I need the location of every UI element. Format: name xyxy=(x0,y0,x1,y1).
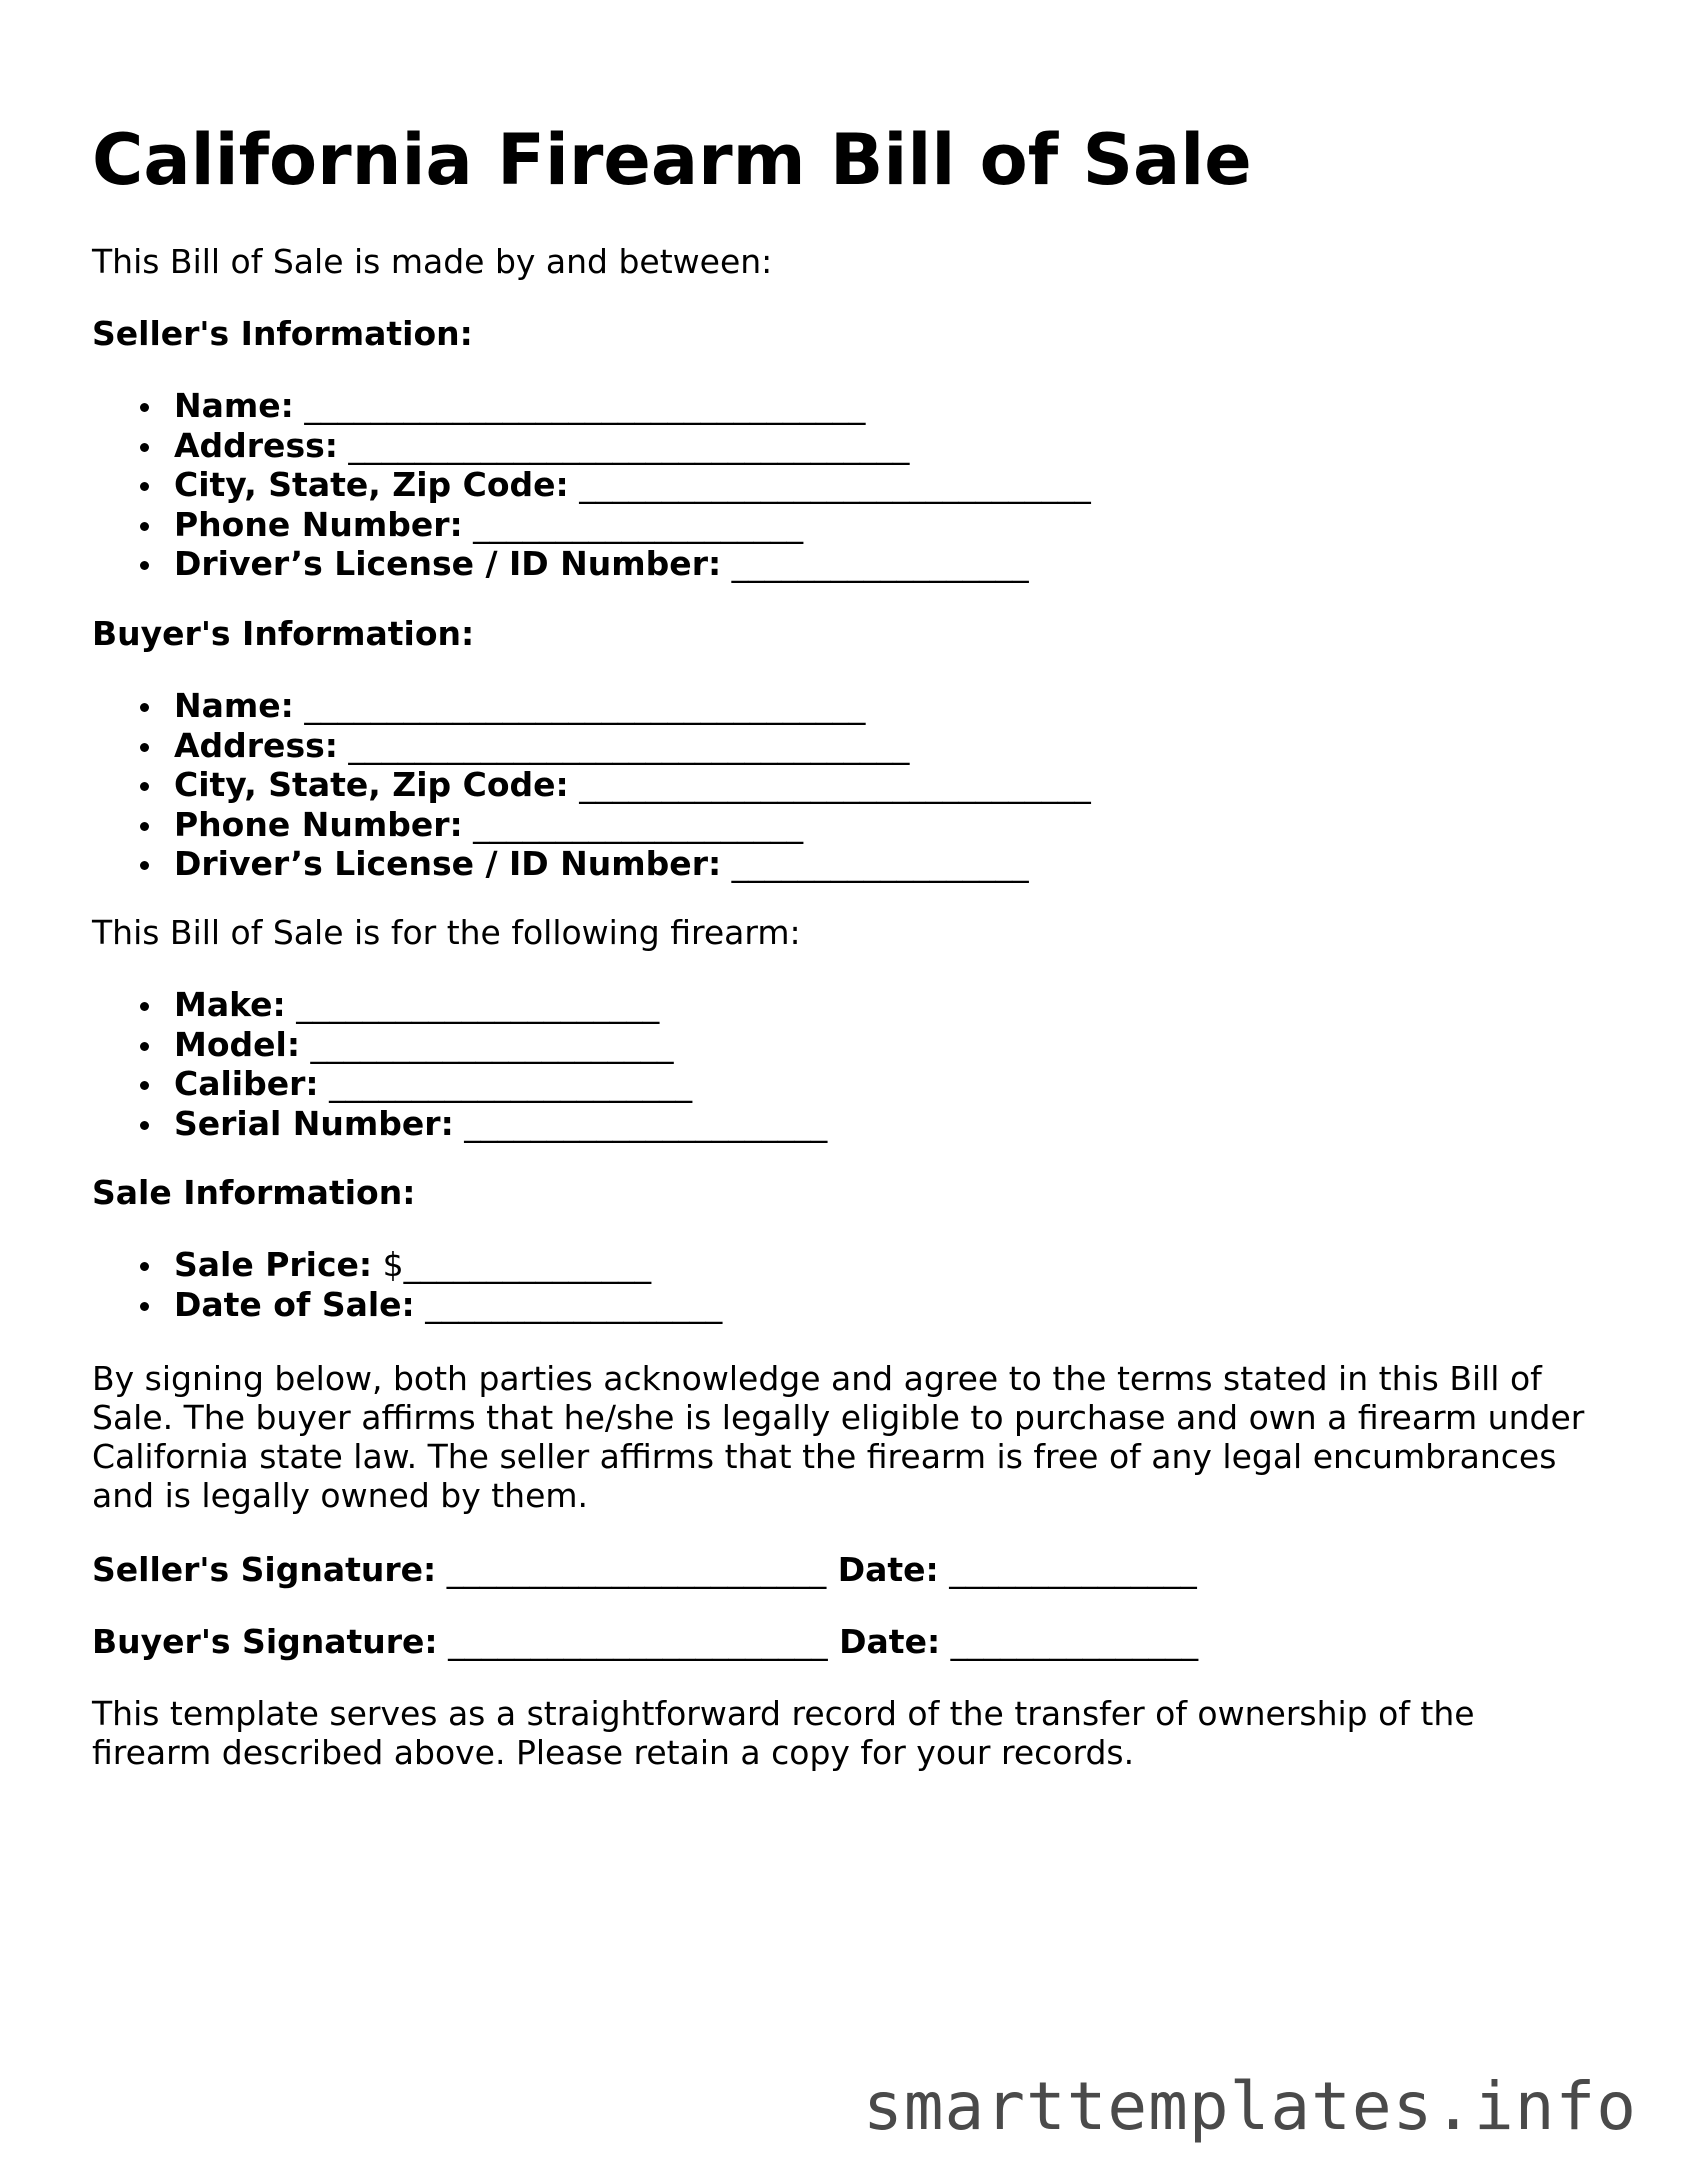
field-label: Address: xyxy=(174,425,338,465)
field-label: Sale Price: xyxy=(174,1245,373,1284)
field-label: Name: xyxy=(174,686,294,725)
date-blank: _______________ xyxy=(938,1550,1197,1589)
firearm-model-field[interactable] xyxy=(92,1025,827,1065)
field-blank: __________________ xyxy=(721,544,1029,583)
field-label: Make: xyxy=(174,985,286,1024)
field-label: Phone Number: xyxy=(174,804,463,844)
field-blank: ______________________ xyxy=(285,985,660,1024)
buyer-phone-field[interactable] xyxy=(92,805,1091,845)
buyer-address-field[interactable] xyxy=(92,726,1091,766)
seller-fields xyxy=(92,386,1091,584)
field-label: Model: xyxy=(174,1024,301,1064)
field-blank: ______________________ xyxy=(300,1024,674,1064)
intro-text: This Bill of Sale is made by and between: xyxy=(92,242,773,281)
signature-blank: _______________________ xyxy=(436,1550,827,1589)
field-blank: __________________ xyxy=(721,844,1029,883)
sale-heading: Sale Information: xyxy=(92,1173,416,1212)
date-blank: _______________ xyxy=(940,1622,1199,1661)
buyer-city-state-zip-field[interactable] xyxy=(92,765,1091,805)
field-blank: __________________________________ xyxy=(337,725,910,765)
buyer-fields xyxy=(92,686,1091,884)
field-blank: __________________________________ xyxy=(293,686,866,725)
firearm-intro: This Bill of Sale is for the following firearm: xyxy=(92,913,801,952)
field-blank: ____________________ xyxy=(462,804,804,844)
field-label: Phone Number: xyxy=(174,504,463,544)
field-label: Driver’s License / ID Number: xyxy=(174,844,722,883)
field-label: Name: xyxy=(174,386,294,425)
signature-blank: _______________________ xyxy=(437,1622,828,1661)
field-label: City, State, Zip Code: xyxy=(174,765,569,804)
buyer-name-field[interactable] xyxy=(92,686,1091,726)
seller-signature-line[interactable] xyxy=(92,1550,1197,1589)
seller-heading: Seller's Information: xyxy=(92,314,473,353)
firearm-make-field[interactable] xyxy=(92,985,827,1025)
field-blank: ____________________ xyxy=(462,504,804,544)
field-blank: _______________________________ xyxy=(568,765,1091,804)
firearm-caliber-field[interactable] xyxy=(92,1064,827,1104)
acknowledgement-paragraph: By signing below, both parties acknowledge and agree to the terms stated in this Bill of Sale. The buyer affirms that he/she is legally eligible to purchase and own a firearm under California state law. The seller affirms that the firearm is free of any legal encumbrances and is legally owned by them. xyxy=(92,1359,1585,1515)
sale-fields xyxy=(92,1245,722,1324)
closing-paragraph: This template serves as a straightforward record of the transfer of ownership of the firearm described above. Please retain a copy for your records. xyxy=(92,1694,1475,1772)
signature-label: Seller's Signature: xyxy=(92,1550,437,1589)
field-label: Caliber: xyxy=(174,1064,319,1103)
field-label: Driver’s License / ID Number: xyxy=(174,544,722,583)
date-label: Date: xyxy=(827,1622,941,1661)
field-blank: ______________________ xyxy=(318,1064,693,1103)
firearm-serial-field[interactable] xyxy=(92,1104,827,1144)
field-label: City, State, Zip Code: xyxy=(174,465,569,504)
field-blank: __________________________________ xyxy=(337,425,910,465)
field-blank: __________________ xyxy=(414,1284,723,1324)
buyer-heading: Buyer's Information: xyxy=(92,614,475,653)
field-blank: _______________________________ xyxy=(568,465,1091,504)
seller-license-field[interactable] xyxy=(92,544,1091,584)
seller-address-field[interactable] xyxy=(92,426,1091,466)
sale-date-field[interactable] xyxy=(92,1285,722,1325)
field-label: Address: xyxy=(174,725,338,765)
firearm-fields xyxy=(92,985,827,1143)
date-label: Date: xyxy=(826,1550,939,1589)
seller-city-state-zip-field[interactable] xyxy=(92,465,1091,505)
field-blank: __________________________________ xyxy=(293,386,866,425)
watermark-text: smarttemplates.info xyxy=(863,2068,1637,2145)
seller-name-field[interactable] xyxy=(92,386,1091,426)
seller-phone-field[interactable] xyxy=(92,505,1091,545)
field-blank: ______________________ xyxy=(453,1103,828,1143)
buyer-license-field[interactable] xyxy=(92,844,1091,884)
sale-price-field[interactable] xyxy=(92,1245,722,1285)
field-label: Date of Sale: xyxy=(174,1284,415,1324)
page-title: California Firearm Bill of Sale xyxy=(92,119,1252,201)
buyer-signature-line[interactable] xyxy=(92,1622,1198,1661)
signature-label: Buyer's Signature: xyxy=(92,1622,438,1661)
field-blank: $_______________ xyxy=(372,1245,652,1284)
field-label: Serial Number: xyxy=(174,1103,454,1143)
